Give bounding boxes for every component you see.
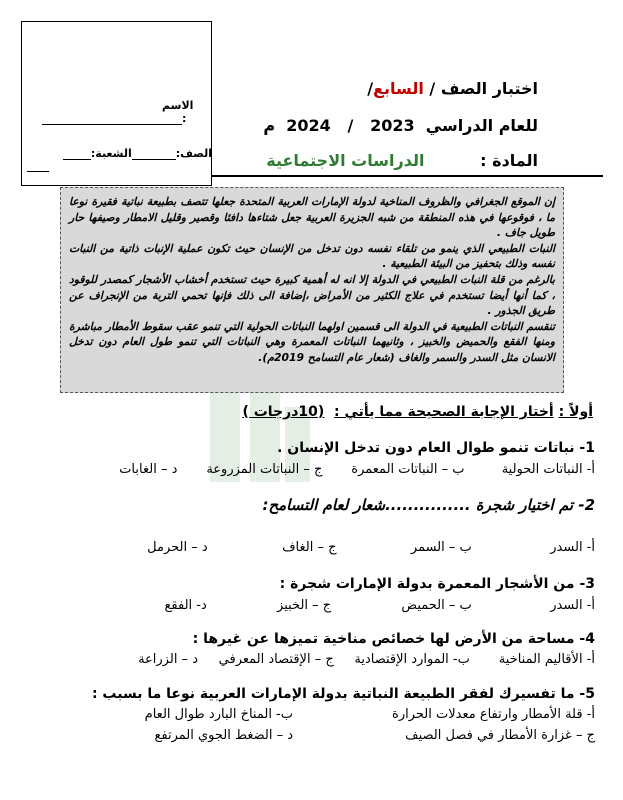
grade-value: السابع [373, 79, 424, 98]
option-c[interactable]: ج – الخبيز [277, 598, 332, 613]
question-4-options [20, 652, 595, 667]
question-2-options [35, 540, 595, 555]
subject-line: المادة : الدراسات الاجتماعية [266, 151, 538, 170]
student-section-underline [27, 171, 49, 172]
passage-paragraph: بالرغم من قلة النبات الطبيعي في الدولة إلا انه له أهمية كبيرة حيث تستخدم أخشاب الأشجار كمصدر للوقود ، كما أنها أيضا تستخدم في علاج الكثير من الأمراض ،إضافة الى ذلك فإنها تحمي التربة من الإنجراف عن طريق الجذور . [69, 272, 555, 318]
question-3: 3- من الأشجار المعمرة بدولة الإمارات شجرة : [279, 576, 595, 592]
question-2: 2- تم اختيار شجرة ...............شعار لعام التسامح: [262, 496, 595, 514]
student-grade-section-field[interactable]: الصف:الشعبة: [24, 147, 212, 160]
option-d[interactable]: د – الحرمل [147, 540, 208, 555]
section-marks: (10درجات ) [242, 404, 325, 420]
exam-title: اختبار الصف / السابع/ [367, 79, 538, 98]
question-1: 1- نباتات تنمو طوال العام دون تدخل الإنسان . [277, 440, 595, 456]
student-name-field[interactable]: : [42, 112, 197, 125]
question-5-option-c[interactable]: ج – غزارة الأمطار في فصل الصيف [405, 728, 595, 743]
option-c[interactable]: ج – النباتات المزروعة [206, 462, 323, 477]
question-5: 5- ما تفسيرك لفقر الطبيعة النباتية بدولة الإمارات العربية نوعا ما بسبب : [91, 686, 595, 702]
question-5-option-a[interactable]: أ- قلة الأمطار وارتفاع معدلات الحرارة [392, 707, 595, 722]
passage-paragraph: تنقسم النباتات الطبيعية في الدولة الى قسمين اولهما النباتات الحولية التي تنمو عقب سقوط الأمطار مباشرة ومنها الفقع والحميض والخبيز ، وثانيهما النباتات المعمرة وهي النباتات التي تنمو طول العام دون تدخل الانسان مثل السدر والسمر والغاف (شعار عام التسامح 2019م). [69, 319, 555, 364]
option-d[interactable]: د- الفقع [164, 598, 207, 613]
option-a[interactable]: أ- النباتات الحولية [501, 462, 595, 477]
option-d[interactable]: د – الزراعة [138, 652, 198, 667]
question-5-option-b[interactable]: ب- المناخ البارد طوال العام [144, 707, 293, 722]
subject-value: الدراسات الاجتماعية [266, 151, 425, 170]
option-a[interactable]: أ- السدر [550, 598, 595, 613]
option-c[interactable]: ج – الغاف [282, 540, 337, 555]
option-d[interactable]: د – الغابات [119, 462, 178, 477]
option-b[interactable]: ب- الموارد الإقتصادية [354, 652, 470, 667]
passage-paragraph: النبات الطبيعي الذي ينمو من تلقاء نفسه دون تدخل من الإنسان حيث تكون عملية الإنبات ذاتية من النبات نفسه وذلك بتحفيز من البيئة الطبيعية . [69, 241, 555, 271]
option-a[interactable]: أ- الأقاليم المناخية [498, 652, 595, 667]
header-divider [163, 175, 603, 177]
option-a[interactable]: أ- السدر [550, 540, 595, 555]
option-c[interactable]: ج – الإقتصاد المعرفي [218, 652, 334, 667]
question-1-options [35, 462, 595, 477]
passage-paragraph: إن الموقع الجغرافي والظروف المناخية لدولة الإمارات العربية المتحدة جعلها تتصف بطبيعة نباتية فقيرة نوعا ما ، فوقوعها في هذه المنطقة من شبه الجزيرة العربية جعل شتاءها دافئا وقصير وقليل الامطار وصيفها حار طويل جاف . [69, 195, 555, 240]
option-b[interactable]: ب – النباتات المعمرة [351, 462, 465, 477]
option-b[interactable]: ب – الحميض [401, 598, 472, 613]
academic-year: للعام الدراسي 2023 / 2024 م [263, 116, 538, 135]
question-4: 4- مساحة من الأرض لها خصائص مناخية تميزها عن غيرها : [192, 631, 595, 647]
student-name-label: الاسم [162, 99, 194, 112]
question-5-option-d[interactable]: د – الضغط الجوي المرتفع [154, 728, 293, 743]
question-3-options [35, 598, 595, 613]
reading-passage [60, 187, 564, 393]
option-b[interactable]: ب – السمر [410, 540, 472, 555]
section-heading: أولاً : أختار الإجابة الصحيحة مما يأتي : (10درجات ) [242, 404, 593, 420]
